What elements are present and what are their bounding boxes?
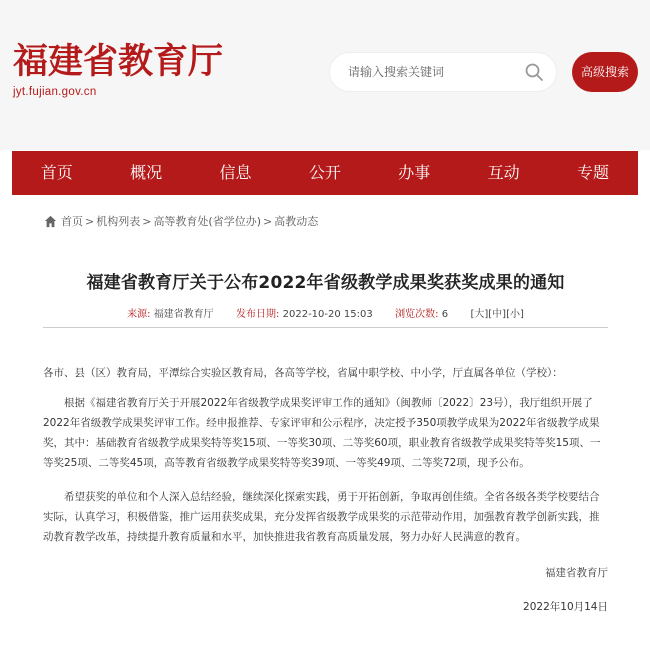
main-nav (12, 151, 638, 195)
breadcrumb-separator: > (263, 214, 273, 228)
nav-item-topics[interactable]: 专题 (577, 163, 610, 182)
date-value: 2022-10-20 15:03 (282, 309, 373, 320)
search-icon[interactable] (524, 62, 544, 82)
source-value: 福建省教育厅 (153, 309, 214, 320)
advanced-search-button[interactable]: 高级搜索 (572, 52, 638, 92)
breadcrumb-higher-ed[interactable]: 高等教育处(省学位办) (153, 215, 262, 228)
article-meta (43, 305, 608, 328)
font-size-large[interactable]: [大] (470, 309, 489, 320)
views-label: 浏览次数: (395, 309, 439, 320)
site-url: jyt.fujian.gov.cn (13, 86, 97, 98)
source-label: 来源: (127, 309, 151, 320)
nav-item-overview[interactable]: 概况 (130, 163, 163, 182)
salutation: 各市、县（区）教育局，平潭综合实验区教育局，各高等学校，省属中职学校、中小学，厅直属各单位（学校）： (43, 367, 563, 379)
breadcrumb-org-list[interactable]: 机构列表 (96, 215, 141, 228)
date-label: 发布日期: (236, 309, 280, 320)
home-icon (44, 215, 57, 228)
font-size-medium[interactable]: [中] (488, 309, 507, 320)
nav-item-services[interactable]: 办事 (398, 163, 431, 182)
breadcrumb-home[interactable]: 首页 (61, 215, 83, 228)
views-value: 6 (441, 309, 449, 320)
breadcrumb-news[interactable]: 高教动态 (274, 215, 319, 228)
article-body (43, 363, 608, 617)
nav-item-home[interactable]: 首页 (40, 163, 73, 182)
breadcrumb-separator: > (142, 214, 152, 228)
site-header (0, 0, 650, 150)
search-box (329, 52, 557, 92)
article (43, 248, 608, 617)
breadcrumb-separator: > (85, 214, 95, 228)
paragraph-2: 希望获奖的单位和个人深入总结经验，继续深化探索实践，勇于开拓创新，争取再创佳绩。全省各级各类学校要结合实际，认真学习，积极借鉴，推广运用获奖成果，充分发挥省级教学成果奖的示范带动作用，加强教育教学创新实践，推动教育教学改革，持续提升教育质量和水平，加快推进我省教育高质量发展，努力办好人民满意的教育。 (43, 491, 600, 543)
article-title: 福建省教育厅关于公布2022年省级教学成果奖获奖成果的通知 (86, 273, 565, 293)
paragraph-1: 根据《福建省教育厅关于开展2022年省级教学成果奖评审工作的通知》（闽教师〔2022〕23号），我厅组织开展了2022年省级教学成果奖评审工作。经申报推荐、专家评审和公示程序，决定授予350项教学成果为2022年省级教学成果奖，其中：基础教育省级教学成果奖特等奖15项、一等奖30项、二等奖60项，职业教育省级教学成果奖特等奖15项、一等奖25项、二等奖45项，高等教育省级教学成果奖特等奖39项、一等奖49项、二等奖72项，现予公布。 (43, 397, 601, 469)
font-size-small[interactable]: [小] (506, 309, 524, 320)
signature: 福建省教育厅 (545, 567, 608, 579)
site-logo[interactable] (13, 40, 223, 98)
breadcrumb (44, 213, 318, 229)
nav-item-info[interactable]: 信息 (219, 163, 252, 182)
nav-item-public[interactable]: 公开 (308, 163, 341, 182)
sign-date: 2022年10月14日 (523, 601, 608, 613)
nav-item-interaction[interactable]: 互动 (487, 163, 520, 182)
search-input[interactable] (348, 53, 518, 91)
site-title: 福建省教育厅 (13, 41, 224, 82)
